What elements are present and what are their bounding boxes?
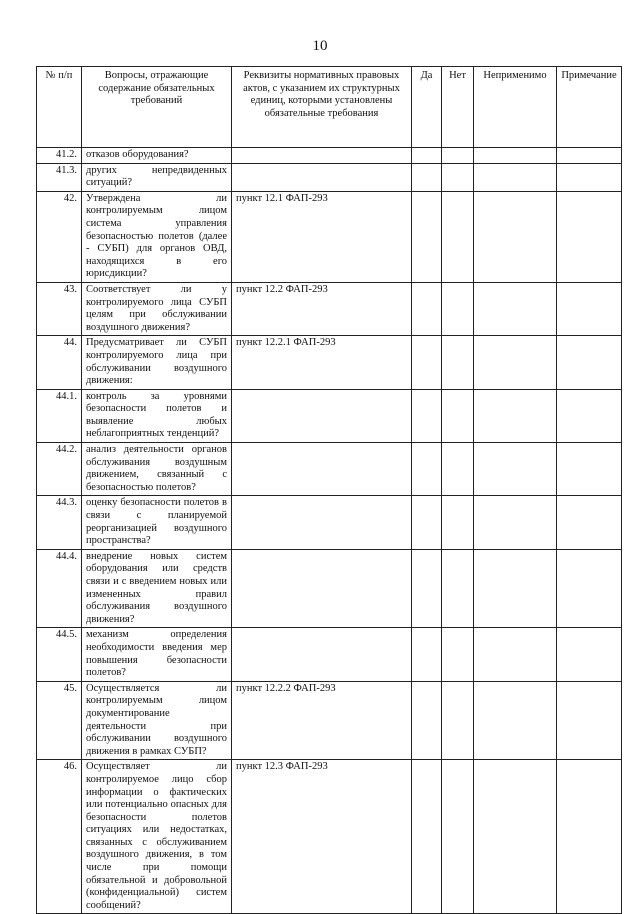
row-ref — [232, 549, 412, 628]
table-row — [37, 760, 622, 914]
table-row — [37, 163, 622, 191]
cell-note[interactable] — [557, 191, 622, 282]
cell-yes[interactable] — [412, 389, 442, 442]
cell-na[interactable] — [474, 443, 557, 496]
row-ref — [232, 148, 412, 164]
cell-note[interactable] — [557, 163, 622, 191]
cell-note[interactable] — [557, 496, 622, 549]
row-question: Соответствует ли у контролируемого лица СУБП целям при обслуживании воздушного движения? — [82, 282, 232, 335]
cell-note[interactable] — [557, 282, 622, 335]
row-ref: пункт 12.2.1 ФАП-293 — [232, 336, 412, 389]
row-question: контроль за уровнями безопасности полетов и выявление любых неблагоприятных тенденций? — [82, 389, 232, 442]
table-row — [37, 496, 622, 549]
cell-no[interactable] — [442, 681, 474, 760]
row-question: Предусматривает ли СУБП контролируемого лица при обслуживании воздушного движения: — [82, 336, 232, 389]
cell-yes[interactable] — [412, 163, 442, 191]
row-num: 41.2. — [37, 148, 82, 164]
cell-no[interactable] — [442, 282, 474, 335]
table-row — [37, 282, 622, 335]
row-num: 44.2. — [37, 443, 82, 496]
cell-note[interactable] — [557, 336, 622, 389]
row-ref — [232, 389, 412, 442]
row-question: Утверждена ли контролируемым лицом система управления безопасностью полетов (далее - СУБП) для органов ОВД, находящихся в его юрисдикции? — [82, 191, 232, 282]
cell-yes[interactable] — [412, 336, 442, 389]
header-note: Примечание — [557, 67, 622, 148]
row-num: 44.1. — [37, 389, 82, 442]
row-question: отказов оборудования? — [82, 148, 232, 164]
cell-note[interactable] — [557, 681, 622, 760]
header-num: № п/п — [37, 67, 82, 148]
row-question: Осуществляется ли контролируемым лицом документирование деятельности при обслуживании воздушного движения в рамках СУБП? — [82, 681, 232, 760]
row-question: Осуществляет ли контролируемое лицо сбор информации о фактических или потенциально опасных для безопасности полетов ситуациях или недостатках, связанных с обслуживанием воздушного движения, в том числе при помощи обязательной и добровольной (конфиденциальной) систем сообщений? — [82, 760, 232, 914]
cell-no[interactable] — [442, 191, 474, 282]
row-ref: пункт 12.3 ФАП-293 — [232, 760, 412, 914]
row-ref — [232, 496, 412, 549]
table-row — [37, 681, 622, 760]
header-row — [37, 67, 622, 148]
cell-no[interactable] — [442, 496, 474, 549]
cell-yes[interactable] — [412, 282, 442, 335]
cell-note[interactable] — [557, 628, 622, 681]
table-row — [37, 336, 622, 389]
row-num: 44.5. — [37, 628, 82, 681]
cell-note[interactable] — [557, 389, 622, 442]
row-question: других непредвиденных ситуаций? — [82, 163, 232, 191]
row-num: 44.3. — [37, 496, 82, 549]
table-row — [37, 389, 622, 442]
cell-yes[interactable] — [412, 681, 442, 760]
cell-no[interactable] — [442, 628, 474, 681]
cell-yes[interactable] — [412, 496, 442, 549]
table-row — [37, 549, 622, 628]
cell-na[interactable] — [474, 681, 557, 760]
cell-no[interactable] — [442, 443, 474, 496]
cell-no[interactable] — [442, 163, 474, 191]
cell-yes[interactable] — [412, 191, 442, 282]
cell-na[interactable] — [474, 389, 557, 442]
row-question: анализ деятельности органов обслуживания воздушным движением, связанный с безопасностью полетов? — [82, 443, 232, 496]
cell-no[interactable] — [442, 148, 474, 164]
row-num: 44.4. — [37, 549, 82, 628]
cell-note[interactable] — [557, 443, 622, 496]
row-question: механизм определения необходимости введения мер повышения безопасности полетов? — [82, 628, 232, 681]
cell-na[interactable] — [474, 191, 557, 282]
table-row — [37, 191, 622, 282]
header-na: Неприменимо — [474, 67, 557, 148]
table-row — [37, 628, 622, 681]
row-num: 46. — [37, 760, 82, 914]
cell-yes[interactable] — [412, 760, 442, 914]
cell-no[interactable] — [442, 760, 474, 914]
cell-yes[interactable] — [412, 443, 442, 496]
cell-note[interactable] — [557, 148, 622, 164]
cell-na[interactable] — [474, 148, 557, 164]
row-ref — [232, 628, 412, 681]
cell-na[interactable] — [474, 760, 557, 914]
header-yes: Да — [412, 67, 442, 148]
cell-na[interactable] — [474, 496, 557, 549]
header-question: Вопросы, отражающие содержание обязательных требований — [82, 67, 232, 148]
row-ref: пункт 12.2.2 ФАП-293 — [232, 681, 412, 760]
cell-na[interactable] — [474, 163, 557, 191]
cell-na[interactable] — [474, 628, 557, 681]
cell-note[interactable] — [557, 549, 622, 628]
cell-yes[interactable] — [412, 628, 442, 681]
row-question: внедрение новых систем оборудования или средств связи и с введением новых или измененных правил обслуживания воздушного движения? — [82, 549, 232, 628]
row-ref: пункт 12.2 ФАП-293 — [232, 282, 412, 335]
row-num: 44. — [37, 336, 82, 389]
table-row — [37, 443, 622, 496]
row-ref: пункт 12.1 ФАП-293 — [232, 191, 412, 282]
cell-na[interactable] — [474, 336, 557, 389]
row-question: оценку безопасности полетов в связи с планируемой реорганизацией воздушного пространства? — [82, 496, 232, 549]
cell-na[interactable] — [474, 282, 557, 335]
cell-yes[interactable] — [412, 549, 442, 628]
row-num: 45. — [37, 681, 82, 760]
cell-no[interactable] — [442, 549, 474, 628]
header-no: Нет — [442, 67, 474, 148]
table-row — [37, 148, 622, 164]
page-number: 10 — [312, 38, 328, 54]
row-num: 42. — [37, 191, 82, 282]
header-requisites: Реквизиты нормативных правовых актов, с указанием их структурных единиц, которыми установлены обязательные требования — [232, 67, 412, 148]
row-num: 41.3. — [37, 163, 82, 191]
row-ref — [232, 443, 412, 496]
cell-no[interactable] — [442, 336, 474, 389]
cell-note[interactable] — [557, 760, 622, 914]
cell-yes[interactable] — [412, 148, 442, 164]
cell-na[interactable] — [474, 549, 557, 628]
cell-no[interactable] — [442, 389, 474, 442]
row-num: 43. — [37, 282, 82, 335]
checklist-table — [36, 66, 622, 914]
row-ref — [232, 163, 412, 191]
